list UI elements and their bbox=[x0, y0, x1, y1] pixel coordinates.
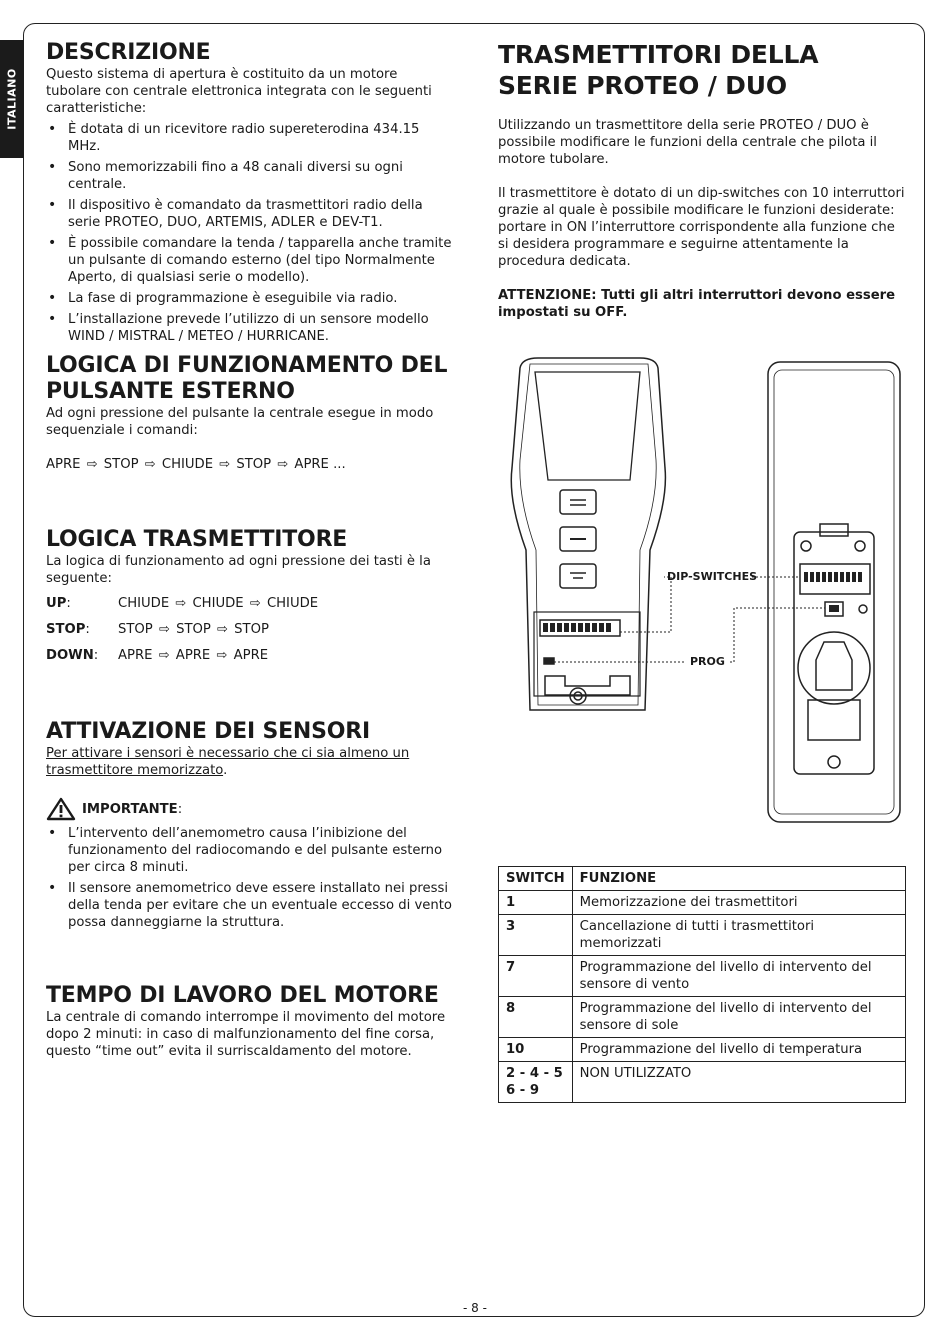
sequence-step: APRE bbox=[46, 457, 81, 472]
logic-value: CHIUDE bbox=[118, 596, 170, 611]
arrow-right-icon: ⇨ bbox=[217, 622, 228, 637]
warning-icon bbox=[46, 797, 76, 821]
logic-value: STOP bbox=[176, 622, 211, 637]
arrow-right-icon: ⇨ bbox=[158, 648, 170, 663]
logic-value: APRE bbox=[233, 648, 269, 663]
function-cell: NON UTILIZZATO bbox=[572, 1062, 905, 1103]
list-item: • È possibile comandare la tenda / tapparella anche tramite un pulsante di comando esterno (del tipo Normalmente Aperto, di qualsiasi serie o modello). bbox=[46, 235, 456, 286]
list-item: • Il sensore anemometrico deve essere installato nei pressi della tenda per evitare che un eventuale eccesso di vento possa danneggiarne la struttura. bbox=[46, 880, 456, 931]
sensori-requirement bbox=[46, 745, 456, 779]
switch-cell: 10 bbox=[499, 1038, 573, 1062]
list-item: • L’intervento dell’anemometro causa l’inibizione del funzionamento del radiocomando e del pulsante esterno per circa 8 minuti. bbox=[46, 825, 456, 876]
arrow-right-icon: ⇨ bbox=[277, 457, 289, 472]
function-cell: Cancellazione di tutti i trasmettitori memorizzati bbox=[572, 915, 905, 956]
page-number: - 8 - bbox=[463, 1301, 487, 1315]
trasmettitori-title-2: SERIE PROTEO / DUO bbox=[498, 71, 787, 100]
switch-cell: 2 - 4 - 5 6 - 9 bbox=[499, 1062, 573, 1103]
section-sensori bbox=[46, 719, 456, 931]
function-cell: Memorizzazione dei trasmettitori bbox=[572, 891, 905, 915]
column-header-switch: SWITCH bbox=[499, 867, 573, 891]
sensori-requirement-line1: Per attivare i sensori è necessario che ci sia almeno un bbox=[46, 746, 410, 761]
list-item: • È dotata di un ricevitore radio supereterodina 434.15 MHz. bbox=[46, 121, 456, 155]
switch-table bbox=[498, 866, 906, 1103]
logic-key-colon: : bbox=[66, 596, 71, 611]
logic-key-colon: : bbox=[93, 648, 99, 663]
arrow-right-icon: ⇨ bbox=[144, 457, 156, 472]
function-cell: Programmazione del livello di intervento del sensore di sole bbox=[572, 997, 905, 1038]
logica-trasmettitore-intro: La logica di funzionamento ad ogni pressione dei tasti è la seguente: bbox=[46, 554, 431, 586]
tempo-title: TEMPO DI LAVORO DEL MOTORE bbox=[46, 983, 439, 1008]
label-dip-switches: DIP-SWITCHES bbox=[667, 570, 758, 583]
table-row bbox=[499, 1038, 906, 1062]
important-colon: : bbox=[177, 801, 183, 817]
trasmettitori-para1: Utilizzando un trasmettitore della serie PROTEO / DUO è possibile modificare le funzioni della centrale che pilota il motore tubolare. bbox=[498, 118, 877, 167]
sensori-requirement-line2: trasmettitore memorizzato bbox=[46, 763, 224, 778]
switch-cell: 8 bbox=[499, 997, 573, 1038]
sequence-step: STOP bbox=[103, 457, 139, 472]
switch-cell: 1 bbox=[499, 891, 573, 915]
section-logica-pulsante bbox=[46, 353, 456, 473]
transmitter-figure bbox=[490, 350, 920, 830]
logic-key: STOP bbox=[46, 622, 86, 637]
switch-cell: 3 bbox=[499, 915, 573, 956]
dip-switch-remote bbox=[543, 623, 611, 632]
trasmettitori-title-1: TRASMETTITORI DELLA bbox=[498, 40, 819, 69]
list-item: • Il dispositivo è comandato da trasmettitori radio della serie PROTEO, DUO, ARTEMIS, ADLER e DEV-T1. bbox=[46, 197, 456, 231]
logica-pulsante-intro: Ad ogni pressione del pulsante la centrale esegue in modo sequenziale i comandi: bbox=[46, 406, 434, 438]
table-row bbox=[499, 1062, 906, 1103]
section-trasmettitori bbox=[498, 39, 908, 321]
logic-key-colon: : bbox=[85, 622, 90, 637]
language-tab-label: ITALIANO bbox=[5, 68, 19, 130]
switch-cell: 7 bbox=[499, 956, 573, 997]
logic-key: UP bbox=[46, 596, 67, 611]
arrow-right-icon: ⇨ bbox=[175, 596, 187, 611]
table-header-row bbox=[499, 867, 906, 891]
sensori-requirement-period: . bbox=[223, 763, 228, 778]
section-tempo bbox=[46, 983, 456, 1060]
important-note bbox=[46, 797, 456, 821]
arrow-right-icon: ⇨ bbox=[86, 457, 98, 472]
function-cell: Programmazione del livello di intervento del sensore di vento bbox=[572, 956, 905, 997]
table-row bbox=[499, 997, 906, 1038]
logic-value: STOP bbox=[118, 622, 153, 637]
logic-value: CHIUDE bbox=[192, 596, 244, 611]
arrow-right-icon: ⇨ bbox=[219, 457, 231, 472]
descrizione-intro: Questo sistema di apertura è costituito da un motore tubolare con centrale elettronica integrata con le seguenti caratteristiche: bbox=[46, 67, 432, 116]
dip-switch-receiver bbox=[804, 572, 862, 612]
column-header-funzione: FUNZIONE bbox=[572, 867, 905, 891]
list-item: • Sono memorizzabili fino a 48 canali diversi su ogni centrale. bbox=[46, 159, 456, 193]
section-logica-trasmettitore bbox=[46, 527, 456, 673]
label-prog: PROG bbox=[690, 655, 725, 668]
logic-row-up bbox=[46, 595, 456, 621]
table-row bbox=[499, 956, 906, 997]
logica-pulsante-title-2: PULSANTE ESTERNO bbox=[46, 379, 295, 404]
sequence-step: CHIUDE bbox=[161, 457, 214, 472]
arrow-right-icon: ⇨ bbox=[216, 648, 228, 663]
language-tab bbox=[0, 40, 24, 158]
tempo-text: La centrale di comando interrompe il movimento del motore dopo 2 minuti: in caso di malfunzionamento del fine corsa, questo “time out” evita il surriscaldamento del motore. bbox=[46, 1010, 446, 1059]
logic-value: APRE bbox=[118, 648, 153, 663]
function-cell: Programmazione del livello di temperatura bbox=[572, 1038, 905, 1062]
logic-row-stop bbox=[46, 621, 456, 647]
sequence-step: STOP bbox=[236, 457, 272, 472]
logica-pulsante-sequence bbox=[46, 456, 456, 473]
sequence-step: APRE ... bbox=[294, 457, 346, 472]
arrow-right-icon: ⇨ bbox=[249, 596, 261, 611]
list-item: • L’installazione prevede l’utilizzo di un sensore modello WIND / MISTRAL / METEO / HURRICANE. bbox=[46, 311, 456, 345]
trasmettitori-attention: ATTENZIONE: Tutti gli altri interruttori devono essere impostati su OFF. bbox=[498, 288, 896, 320]
section-descrizione bbox=[46, 40, 456, 345]
receiver-illustration bbox=[768, 362, 900, 822]
descrizione-title: DESCRIZIONE bbox=[46, 40, 211, 65]
logic-value: CHIUDE bbox=[266, 596, 319, 611]
remote-control-illustration bbox=[511, 358, 665, 710]
descrizione-list bbox=[46, 121, 456, 345]
trasmettitori-para2: Il trasmettitore è dotato di un dip-switches con 10 interruttori grazie al quale è possibile modificare le funzioni desiderate: portare in ON l’interruttore corrispondente alla funzione che si desidera programmare e seguirne attentamente la procedura dedicata. bbox=[498, 186, 905, 269]
important-label: IMPORTANTE bbox=[82, 801, 178, 817]
sensori-list bbox=[46, 825, 456, 931]
arrow-right-icon: ⇨ bbox=[158, 622, 170, 637]
sensori-title: ATTIVAZIONE DEI SENSORI bbox=[46, 719, 371, 744]
list-item: • La fase di programmazione è eseguibile via radio. bbox=[46, 290, 456, 307]
logica-trasmettitore-title: LOGICA TRASMETTITORE bbox=[46, 527, 348, 552]
table-row bbox=[499, 915, 906, 956]
logic-row-down bbox=[46, 647, 456, 673]
logica-pulsante-title-1: LOGICA DI FUNZIONAMENTO DEL bbox=[46, 353, 448, 378]
logic-value: APRE bbox=[175, 648, 211, 663]
logic-key: DOWN bbox=[46, 648, 94, 663]
logic-value: STOP bbox=[234, 622, 269, 637]
table-row bbox=[499, 891, 906, 915]
